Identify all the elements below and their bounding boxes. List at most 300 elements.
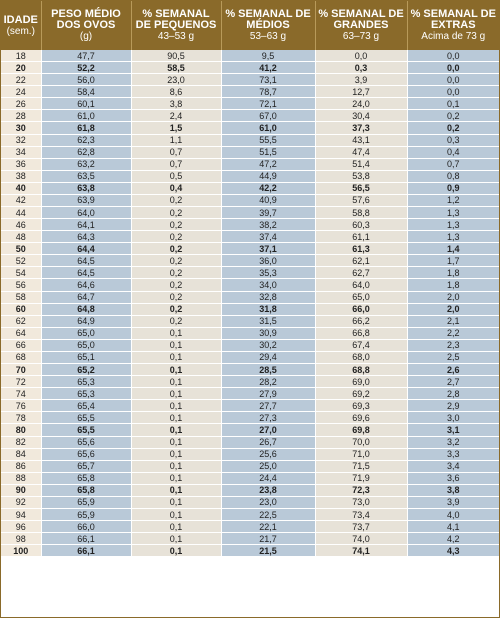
cell-age: 64 xyxy=(1,327,41,339)
cell-extra-pct: 0,2 xyxy=(407,110,499,122)
cell-medium-pct: 73,1 xyxy=(221,74,315,86)
table-row xyxy=(1,267,499,279)
cell-avg-weight: 64,3 xyxy=(41,231,131,243)
cell-medium-pct: 27,0 xyxy=(221,424,315,436)
table-row xyxy=(1,255,499,267)
cell-avg-weight: 65,1 xyxy=(41,351,131,363)
cell-age: 82 xyxy=(1,436,41,448)
cell-extra-pct: 1,2 xyxy=(407,194,499,206)
cell-age: 92 xyxy=(1,496,41,508)
header-medium-title: % SEMANAL DE MÉDIOS xyxy=(225,8,311,31)
cell-avg-weight: 62,3 xyxy=(41,134,131,146)
cell-small-pct: 0,2 xyxy=(131,231,221,243)
cell-extra-pct: 0,2 xyxy=(407,122,499,134)
cell-age: 34 xyxy=(1,146,41,158)
cell-age: 66 xyxy=(1,339,41,351)
table-row xyxy=(1,279,499,291)
table-row xyxy=(1,98,499,110)
cell-age: 90 xyxy=(1,484,41,496)
cell-medium-pct: 26,7 xyxy=(221,436,315,448)
cell-age: 96 xyxy=(1,521,41,533)
cell-small-pct: 0,5 xyxy=(131,170,221,182)
cell-age: 100 xyxy=(1,545,41,557)
cell-extra-pct: 2,3 xyxy=(407,339,499,351)
header-age-title: IDADE xyxy=(3,13,38,26)
cell-large-pct: 71,5 xyxy=(315,460,407,472)
cell-extra-pct: 1,8 xyxy=(407,267,499,279)
cell-large-pct: 74,0 xyxy=(315,533,407,545)
cell-avg-weight: 64,5 xyxy=(41,255,131,267)
table-row xyxy=(1,400,499,412)
cell-small-pct: 0,1 xyxy=(131,521,221,533)
cell-medium-pct: 28,2 xyxy=(221,376,315,388)
cell-extra-pct: 0,3 xyxy=(407,134,499,146)
cell-large-pct: 64,0 xyxy=(315,279,407,291)
cell-avg-weight: 64,1 xyxy=(41,219,131,231)
table-row xyxy=(1,158,499,170)
cell-extra-pct: 2,2 xyxy=(407,327,499,339)
header-large-title: % SEMANAL DE GRANDES xyxy=(318,8,404,31)
cell-extra-pct: 3,4 xyxy=(407,460,499,472)
cell-age: 50 xyxy=(1,243,41,255)
table-row xyxy=(1,376,499,388)
table-row xyxy=(1,50,499,62)
cell-medium-pct: 78,7 xyxy=(221,86,315,98)
cell-age: 38 xyxy=(1,170,41,182)
header-small xyxy=(131,1,221,50)
cell-large-pct: 73,0 xyxy=(315,496,407,508)
cell-extra-pct: 3,0 xyxy=(407,412,499,424)
cell-avg-weight: 64,8 xyxy=(41,303,131,315)
cell-extra-pct: 3,2 xyxy=(407,436,499,448)
cell-large-pct: 37,3 xyxy=(315,122,407,134)
table-row xyxy=(1,231,499,243)
table-row xyxy=(1,533,499,545)
header-large-range: 63–73 g xyxy=(342,31,380,42)
table-row xyxy=(1,122,499,134)
cell-medium-pct: 23,8 xyxy=(221,484,315,496)
cell-avg-weight: 65,5 xyxy=(41,412,131,424)
cell-medium-pct: 38,2 xyxy=(221,219,315,231)
table-row xyxy=(1,472,499,484)
cell-extra-pct: 0,4 xyxy=(407,146,499,158)
cell-small-pct: 0,1 xyxy=(131,472,221,484)
cell-avg-weight: 47,7 xyxy=(41,50,131,62)
cell-medium-pct: 22,1 xyxy=(221,521,315,533)
cell-avg-weight: 65,8 xyxy=(41,472,131,484)
cell-extra-pct: 1,8 xyxy=(407,279,499,291)
table-row xyxy=(1,219,499,231)
cell-small-pct: 0,1 xyxy=(131,496,221,508)
cell-medium-pct: 72,1 xyxy=(221,98,315,110)
cell-large-pct: 72,3 xyxy=(315,484,407,496)
cell-avg-weight: 66,0 xyxy=(41,521,131,533)
cell-age: 76 xyxy=(1,400,41,412)
cell-medium-pct: 24,4 xyxy=(221,472,315,484)
cell-large-pct: 60,3 xyxy=(315,219,407,231)
cell-age: 20 xyxy=(1,62,41,74)
cell-extra-pct: 1,3 xyxy=(407,219,499,231)
cell-large-pct: 66,8 xyxy=(315,327,407,339)
cell-medium-pct: 67,0 xyxy=(221,110,315,122)
cell-avg-weight: 66,1 xyxy=(41,533,131,545)
cell-avg-weight: 63,2 xyxy=(41,158,131,170)
cell-medium-pct: 44,9 xyxy=(221,170,315,182)
cell-small-pct: 1,5 xyxy=(131,122,221,134)
cell-avg-weight: 63,9 xyxy=(41,194,131,206)
cell-small-pct: 0,1 xyxy=(131,545,221,557)
header-extra xyxy=(407,1,499,50)
cell-small-pct: 0,7 xyxy=(131,158,221,170)
cell-medium-pct: 37,1 xyxy=(221,243,315,255)
cell-avg-weight: 52,2 xyxy=(41,62,131,74)
cell-age: 36 xyxy=(1,158,41,170)
table-row xyxy=(1,436,499,448)
cell-large-pct: 71,9 xyxy=(315,472,407,484)
cell-age: 24 xyxy=(1,86,41,98)
cell-extra-pct: 3,8 xyxy=(407,484,499,496)
table-row xyxy=(1,303,499,315)
cell-avg-weight: 64,7 xyxy=(41,291,131,303)
cell-small-pct: 0,2 xyxy=(131,243,221,255)
cell-small-pct: 0,1 xyxy=(131,400,221,412)
header-small-title: % SEMANAL DE PEQUENOS xyxy=(135,8,217,31)
cell-extra-pct: 0,8 xyxy=(407,170,499,182)
cell-age: 86 xyxy=(1,460,41,472)
cell-small-pct: 8,6 xyxy=(131,86,221,98)
table-row xyxy=(1,74,499,86)
cell-avg-weight: 65,4 xyxy=(41,400,131,412)
table-row xyxy=(1,484,499,496)
cell-large-pct: 61,1 xyxy=(315,231,407,243)
table-body xyxy=(1,50,499,557)
cell-extra-pct: 3,3 xyxy=(407,448,499,460)
cell-large-pct: 65,0 xyxy=(315,291,407,303)
table-row xyxy=(1,182,499,194)
cell-age: 88 xyxy=(1,472,41,484)
cell-small-pct: 0,2 xyxy=(131,279,221,291)
cell-age: 68 xyxy=(1,351,41,363)
cell-small-pct: 0,1 xyxy=(131,424,221,436)
header-small-range: 43–53 g xyxy=(157,31,195,42)
table-row xyxy=(1,86,499,98)
cell-extra-pct: 4,1 xyxy=(407,521,499,533)
cell-age: 30 xyxy=(1,122,41,134)
table-row xyxy=(1,424,499,436)
cell-large-pct: 69,6 xyxy=(315,412,407,424)
cell-extra-pct: 0,7 xyxy=(407,158,499,170)
cell-medium-pct: 9,5 xyxy=(221,50,315,62)
header-avg-weight-title: PESO MÉDIO DOS OVOS xyxy=(51,8,121,31)
table-row xyxy=(1,496,499,508)
table-row xyxy=(1,146,499,158)
cell-large-pct: 62,7 xyxy=(315,267,407,279)
cell-large-pct: 56,5 xyxy=(315,182,407,194)
header-medium xyxy=(221,1,315,50)
table-row xyxy=(1,62,499,74)
cell-age: 40 xyxy=(1,182,41,194)
cell-large-pct: 71,0 xyxy=(315,448,407,460)
cell-extra-pct: 3,9 xyxy=(407,496,499,508)
cell-age: 62 xyxy=(1,315,41,327)
cell-avg-weight: 65,5 xyxy=(41,424,131,436)
cell-extra-pct: 1,3 xyxy=(407,231,499,243)
cell-large-pct: 68,8 xyxy=(315,364,407,376)
cell-small-pct: 0,4 xyxy=(131,182,221,194)
cell-small-pct: 90,5 xyxy=(131,50,221,62)
cell-small-pct: 2,4 xyxy=(131,110,221,122)
cell-avg-weight: 63,8 xyxy=(41,182,131,194)
cell-age: 74 xyxy=(1,388,41,400)
cell-age: 44 xyxy=(1,207,41,219)
cell-age: 22 xyxy=(1,74,41,86)
cell-small-pct: 0,1 xyxy=(131,436,221,448)
cell-small-pct: 0,2 xyxy=(131,219,221,231)
cell-small-pct: 58,5 xyxy=(131,62,221,74)
table-row xyxy=(1,448,499,460)
cell-medium-pct: 21,7 xyxy=(221,533,315,545)
cell-age: 84 xyxy=(1,448,41,460)
header-large xyxy=(315,1,407,50)
table-row xyxy=(1,194,499,206)
cell-large-pct: 69,8 xyxy=(315,424,407,436)
cell-avg-weight: 65,9 xyxy=(41,496,131,508)
cell-extra-pct: 2,7 xyxy=(407,376,499,388)
cell-small-pct: 0,1 xyxy=(131,388,221,400)
header-extra-title: % SEMANAL DE EXTRAS xyxy=(410,8,496,31)
cell-large-pct: 66,0 xyxy=(315,303,407,315)
table-row xyxy=(1,508,499,520)
cell-small-pct: 0,2 xyxy=(131,267,221,279)
cell-avg-weight: 64,4 xyxy=(41,243,131,255)
cell-medium-pct: 23,0 xyxy=(221,496,315,508)
cell-medium-pct: 28,5 xyxy=(221,364,315,376)
table-row xyxy=(1,388,499,400)
cell-medium-pct: 36,0 xyxy=(221,255,315,267)
cell-age: 54 xyxy=(1,267,41,279)
cell-avg-weight: 61,0 xyxy=(41,110,131,122)
cell-age: 56 xyxy=(1,279,41,291)
cell-extra-pct: 4,0 xyxy=(407,508,499,520)
cell-small-pct: 0,2 xyxy=(131,303,221,315)
cell-large-pct: 24,0 xyxy=(315,98,407,110)
cell-small-pct: 0,2 xyxy=(131,194,221,206)
egg-size-table xyxy=(1,1,499,557)
cell-extra-pct: 2,1 xyxy=(407,315,499,327)
cell-small-pct: 0,1 xyxy=(131,448,221,460)
cell-avg-weight: 64,5 xyxy=(41,267,131,279)
cell-age: 18 xyxy=(1,50,41,62)
cell-large-pct: 57,6 xyxy=(315,194,407,206)
cell-large-pct: 70,0 xyxy=(315,436,407,448)
cell-avg-weight: 61,8 xyxy=(41,122,131,134)
cell-small-pct: 0,1 xyxy=(131,339,221,351)
cell-medium-pct: 41,2 xyxy=(221,62,315,74)
cell-small-pct: 0,1 xyxy=(131,484,221,496)
cell-extra-pct: 0,9 xyxy=(407,182,499,194)
table-row xyxy=(1,291,499,303)
cell-large-pct: 62,1 xyxy=(315,255,407,267)
cell-large-pct: 12,7 xyxy=(315,86,407,98)
cell-small-pct: 0,1 xyxy=(131,533,221,545)
cell-small-pct: 0,1 xyxy=(131,376,221,388)
cell-medium-pct: 55,5 xyxy=(221,134,315,146)
cell-extra-pct: 3,1 xyxy=(407,424,499,436)
cell-avg-weight: 63,5 xyxy=(41,170,131,182)
cell-age: 46 xyxy=(1,219,41,231)
cell-medium-pct: 30,2 xyxy=(221,339,315,351)
cell-avg-weight: 65,2 xyxy=(41,364,131,376)
cell-medium-pct: 34,0 xyxy=(221,279,315,291)
cell-large-pct: 66,2 xyxy=(315,315,407,327)
cell-extra-pct: 1,3 xyxy=(407,207,499,219)
cell-medium-pct: 31,5 xyxy=(221,315,315,327)
cell-large-pct: 68,0 xyxy=(315,351,407,363)
cell-extra-pct: 0,0 xyxy=(407,86,499,98)
table-row xyxy=(1,545,499,557)
cell-age: 26 xyxy=(1,98,41,110)
cell-small-pct: 0,1 xyxy=(131,412,221,424)
cell-extra-pct: 2,6 xyxy=(407,364,499,376)
cell-age: 58 xyxy=(1,291,41,303)
header-avg-weight xyxy=(41,1,131,50)
table-row xyxy=(1,351,499,363)
cell-large-pct: 69,3 xyxy=(315,400,407,412)
header-extra-range: Acima de 73 g xyxy=(421,31,486,42)
cell-avg-weight: 64,9 xyxy=(41,315,131,327)
cell-avg-weight: 56,0 xyxy=(41,74,131,86)
cell-medium-pct: 61,0 xyxy=(221,122,315,134)
cell-large-pct: 0,0 xyxy=(315,50,407,62)
cell-small-pct: 3,8 xyxy=(131,98,221,110)
cell-medium-pct: 40,9 xyxy=(221,194,315,206)
cell-avg-weight: 58,4 xyxy=(41,86,131,98)
cell-extra-pct: 0,0 xyxy=(407,62,499,74)
cell-medium-pct: 37,4 xyxy=(221,231,315,243)
cell-avg-weight: 64,0 xyxy=(41,207,131,219)
cell-age: 28 xyxy=(1,110,41,122)
cell-age: 98 xyxy=(1,533,41,545)
cell-avg-weight: 65,3 xyxy=(41,376,131,388)
cell-extra-pct: 4,3 xyxy=(407,545,499,557)
cell-large-pct: 67,4 xyxy=(315,339,407,351)
cell-large-pct: 53,8 xyxy=(315,170,407,182)
cell-medium-pct: 35,3 xyxy=(221,267,315,279)
cell-large-pct: 30,4 xyxy=(315,110,407,122)
cell-small-pct: 0,2 xyxy=(131,291,221,303)
table-row xyxy=(1,460,499,472)
cell-large-pct: 74,1 xyxy=(315,545,407,557)
cell-medium-pct: 29,4 xyxy=(221,351,315,363)
cell-large-pct: 47,4 xyxy=(315,146,407,158)
cell-medium-pct: 30,9 xyxy=(221,327,315,339)
cell-extra-pct: 4,2 xyxy=(407,533,499,545)
cell-age: 42 xyxy=(1,194,41,206)
cell-age: 60 xyxy=(1,303,41,315)
cell-age: 78 xyxy=(1,412,41,424)
cell-small-pct: 0,1 xyxy=(131,351,221,363)
cell-extra-pct: 2,0 xyxy=(407,291,499,303)
cell-medium-pct: 27,9 xyxy=(221,388,315,400)
table-row xyxy=(1,243,499,255)
cell-avg-weight: 60,1 xyxy=(41,98,131,110)
cell-extra-pct: 1,7 xyxy=(407,255,499,267)
cell-large-pct: 43,1 xyxy=(315,134,407,146)
cell-avg-weight: 65,0 xyxy=(41,327,131,339)
cell-extra-pct: 3,6 xyxy=(407,472,499,484)
cell-medium-pct: 22,5 xyxy=(221,508,315,520)
table-row xyxy=(1,134,499,146)
cell-medium-pct: 25,0 xyxy=(221,460,315,472)
table-row xyxy=(1,327,499,339)
cell-large-pct: 73,4 xyxy=(315,508,407,520)
cell-extra-pct: 1,4 xyxy=(407,243,499,255)
cell-avg-weight: 65,6 xyxy=(41,436,131,448)
cell-age: 48 xyxy=(1,231,41,243)
cell-medium-pct: 39,7 xyxy=(221,207,315,219)
cell-small-pct: 0,2 xyxy=(131,255,221,267)
table-row xyxy=(1,412,499,424)
cell-avg-weight: 65,6 xyxy=(41,448,131,460)
cell-large-pct: 0,3 xyxy=(315,62,407,74)
table-row xyxy=(1,521,499,533)
header-avg-weight-unit: (g) xyxy=(79,31,93,42)
cell-small-pct: 0,7 xyxy=(131,146,221,158)
cell-medium-pct: 31,8 xyxy=(221,303,315,315)
cell-small-pct: 0,1 xyxy=(131,327,221,339)
table-row xyxy=(1,170,499,182)
cell-medium-pct: 25,6 xyxy=(221,448,315,460)
cell-age: 72 xyxy=(1,376,41,388)
cell-large-pct: 61,3 xyxy=(315,243,407,255)
cell-avg-weight: 65,7 xyxy=(41,460,131,472)
table-row xyxy=(1,315,499,327)
cell-age: 52 xyxy=(1,255,41,267)
cell-age: 70 xyxy=(1,364,41,376)
cell-age: 94 xyxy=(1,508,41,520)
table-row xyxy=(1,364,499,376)
cell-medium-pct: 42,2 xyxy=(221,182,315,194)
cell-small-pct: 0,1 xyxy=(131,460,221,472)
cell-medium-pct: 27,7 xyxy=(221,400,315,412)
cell-small-pct: 0,2 xyxy=(131,315,221,327)
cell-medium-pct: 27,3 xyxy=(221,412,315,424)
table-row xyxy=(1,110,499,122)
cell-extra-pct: 2,0 xyxy=(407,303,499,315)
cell-small-pct: 0,1 xyxy=(131,364,221,376)
cell-medium-pct: 47,2 xyxy=(221,158,315,170)
table-header xyxy=(1,1,499,50)
cell-extra-pct: 2,5 xyxy=(407,351,499,363)
header-age xyxy=(1,1,41,50)
cell-extra-pct: 0,1 xyxy=(407,98,499,110)
cell-age: 80 xyxy=(1,424,41,436)
cell-small-pct: 1,1 xyxy=(131,134,221,146)
header-age-unit: (sem.) xyxy=(6,25,35,37)
cell-age: 32 xyxy=(1,134,41,146)
cell-medium-pct: 32,8 xyxy=(221,291,315,303)
cell-extra-pct: 0,0 xyxy=(407,74,499,86)
cell-large-pct: 69,0 xyxy=(315,376,407,388)
header-row xyxy=(1,1,499,50)
cell-avg-weight: 64,6 xyxy=(41,279,131,291)
cell-extra-pct: 0,0 xyxy=(407,50,499,62)
cell-small-pct: 0,2 xyxy=(131,207,221,219)
cell-avg-weight: 65,3 xyxy=(41,388,131,400)
cell-avg-weight: 62,8 xyxy=(41,146,131,158)
cell-small-pct: 23,0 xyxy=(131,74,221,86)
cell-large-pct: 51,4 xyxy=(315,158,407,170)
